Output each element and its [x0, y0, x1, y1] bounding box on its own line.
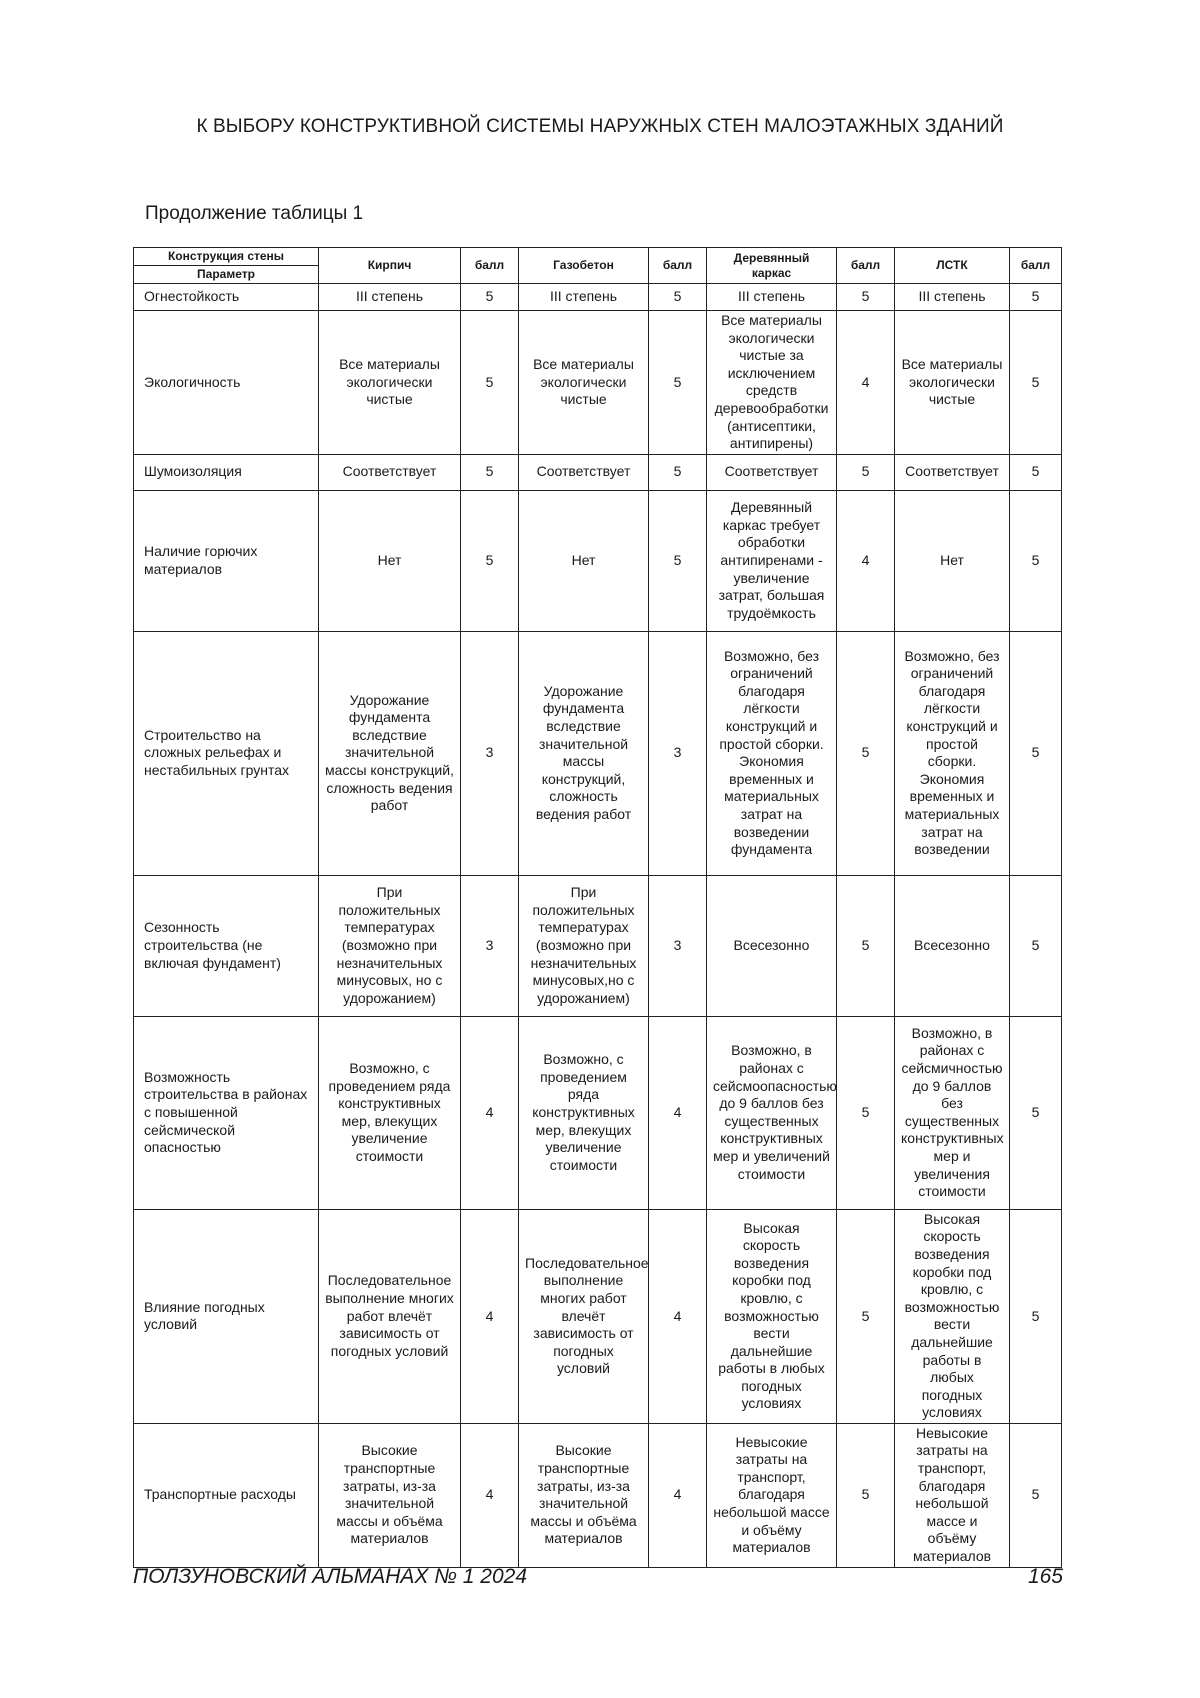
cell-aerated-concrete: Высокие транспортные затраты, из-за значительной массы и объёма материалов: [519, 1423, 649, 1567]
header-aerated-concrete: Газобетон: [519, 248, 649, 284]
score-timber-frame: 4: [837, 311, 895, 455]
cell-lstk: Возможно, без ограничений благодаря лёгкости конструкций и простой сборки. Экономия временных и материальных затрат на возведении: [895, 631, 1010, 875]
score-lstk: 5: [1010, 490, 1062, 631]
header-brick: Кирпич: [319, 248, 461, 284]
parameter-cell: Наличие горючих материалов: [134, 490, 319, 631]
score-lstk: 5: [1010, 311, 1062, 455]
table-row: [134, 284, 1062, 311]
table-body: [134, 284, 1062, 1568]
score-timber-frame: 5: [837, 454, 895, 490]
page-number: 165: [1027, 1565, 1063, 1588]
cell-brick: Высокие транспортные затраты, из-за значительной массы и объёма материалов: [319, 1423, 461, 1567]
table-row: [134, 454, 1062, 490]
cell-brick: III степень: [319, 284, 461, 311]
header-corner-cell: [134, 248, 319, 284]
table-row: [134, 1209, 1062, 1423]
parameter-cell: Возможность строительства в районах с повышенной сейсмической опасностью: [134, 1016, 319, 1209]
running-head: К ВЫБОРУ КОНСТРУКТИВНОЙ СИСТЕМЫ НАРУЖНЫХ СТЕН МАЛОЭТАЖНЫХ ЗДАНИЙ: [196, 116, 1004, 137]
table-row: [134, 1016, 1062, 1209]
journal-title: ПОЛЗУНОВСКИЙ АЛЬМАНАХ № 1 2024: [133, 1565, 528, 1588]
score-aerated-concrete: 5: [649, 284, 707, 311]
cell-lstk: Все материалы экологически чистые: [895, 311, 1010, 455]
cell-lstk: Соответствует: [895, 454, 1010, 490]
score-brick: 5: [461, 454, 519, 490]
score-aerated-concrete: 4: [649, 1209, 707, 1423]
score-lstk: 5: [1010, 631, 1062, 875]
score-lstk: 5: [1010, 1209, 1062, 1423]
score-timber-frame: 5: [837, 1209, 895, 1423]
score-timber-frame: 5: [837, 1016, 895, 1209]
header-parameter: Параметр: [197, 267, 255, 281]
score-lstk: 5: [1010, 875, 1062, 1016]
score-timber-frame: 4: [837, 490, 895, 631]
score-timber-frame: 5: [837, 631, 895, 875]
header-score: балл: [837, 248, 895, 284]
header-score: балл: [649, 248, 707, 284]
cell-lstk: Нет: [895, 490, 1010, 631]
cell-brick: При положительных температурах (возможно при незначительных минусовых, но с удорожанием): [319, 875, 461, 1016]
parameter-cell: Сезонность строительства (не включая фундамент): [134, 875, 319, 1016]
cell-brick: Возможно, с проведением ряда конструктивных мер, влекущих увеличение стоимости: [319, 1016, 461, 1209]
score-brick: 4: [461, 1209, 519, 1423]
score-brick: 3: [461, 875, 519, 1016]
parameter-cell: Огнестойкость: [134, 284, 319, 311]
cell-aerated-concrete: Возможно, с проведением ряда конструктивных мер, влекущих увеличение стоимости: [519, 1016, 649, 1209]
header-score: балл: [461, 248, 519, 284]
score-brick: 4: [461, 1016, 519, 1209]
header-lstk: ЛСТК: [895, 248, 1010, 284]
score-timber-frame: 5: [837, 284, 895, 311]
comparison-table: [133, 247, 1062, 1568]
score-aerated-concrete: 3: [649, 875, 707, 1016]
score-lstk: 5: [1010, 454, 1062, 490]
cell-brick: Удорожание фундамента вследствие значительной массы конструкций, сложность ведения работ: [319, 631, 461, 875]
parameter-cell: Шумоизоляция: [134, 454, 319, 490]
cell-aerated-concrete: Все материалы экологически чистые: [519, 311, 649, 455]
score-lstk: 5: [1010, 284, 1062, 311]
score-timber-frame: 5: [837, 1423, 895, 1567]
cell-aerated-concrete: При положительных температурах (возможно при незначительных минусовых,но с удорожанием): [519, 875, 649, 1016]
header-wall-construction: Конструкция стены: [134, 248, 318, 266]
score-brick: 5: [461, 284, 519, 311]
score-aerated-concrete: 4: [649, 1016, 707, 1209]
cell-timber-frame: Невысокие затраты на транспорт, благодаря небольшой массе и объёму материалов: [707, 1423, 837, 1567]
cell-timber-frame: Высокая скорость возведения коробки под кровлю, с возможностью вести дальнейшие работы в любых погодных условиях: [707, 1209, 837, 1423]
header-score: балл: [1010, 248, 1062, 284]
cell-timber-frame: Все материалы экологически чистые за исключением средств деревообработки (антисептики, антипирены): [707, 311, 837, 455]
table-row: [134, 875, 1062, 1016]
score-brick: 5: [461, 311, 519, 455]
parameter-cell: Строительство на сложных рельефах и нестабильных грунтах: [134, 631, 319, 875]
score-brick: 3: [461, 631, 519, 875]
cell-timber-frame: Возможно, без ограничений благодаря лёгкости конструкций и простой сборки. Экономия временных и материальных затрат на возведении фундамента: [707, 631, 837, 875]
cell-lstk: Высокая скорость возведения коробки под кровлю, с возможностью вести дальнейшие работы в любых погодных условиях: [895, 1209, 1010, 1423]
table-caption: Продолжение таблицы 1: [145, 203, 364, 224]
cell-timber-frame: III степень: [707, 284, 837, 311]
table-row: [134, 631, 1062, 875]
cell-brick: Все материалы экологически чистые: [319, 311, 461, 455]
table-header-row: [134, 248, 1062, 284]
cell-timber-frame: Возможно, в районах с сейсмоопасностью до 9 баллов без существенных конструктивных мер и увеличений стоимости: [707, 1016, 837, 1209]
cell-timber-frame: Всесезонно: [707, 875, 837, 1016]
score-aerated-concrete: 5: [649, 311, 707, 455]
cell-timber-frame: Соответствует: [707, 454, 837, 490]
cell-lstk: Возможно, в районах с сейсмичностью до 9 баллов без существенных конструктивных мер и увеличения стоимости: [895, 1016, 1010, 1209]
cell-lstk: Невысокие затраты на транспорт, благодаря небольшой массе и объёму материалов: [895, 1423, 1010, 1567]
score-timber-frame: 5: [837, 875, 895, 1016]
cell-aerated-concrete: Удорожание фундамента вследствие значительной массы конструкций, сложность ведения работ: [519, 631, 649, 875]
parameter-cell: Экологичность: [134, 311, 319, 455]
cell-timber-frame: Деревянный каркас требует обработки антипиренами - увеличение затрат, большая трудоёмкость: [707, 490, 837, 631]
table-row: [134, 1423, 1062, 1567]
score-aerated-concrete: 3: [649, 631, 707, 875]
cell-aerated-concrete: III степень: [519, 284, 649, 311]
cell-brick: Нет: [319, 490, 461, 631]
cell-aerated-concrete: Нет: [519, 490, 649, 631]
score-aerated-concrete: 5: [649, 490, 707, 631]
score-brick: 4: [461, 1423, 519, 1567]
cell-aerated-concrete: Соответствует: [519, 454, 649, 490]
score-lstk: 5: [1010, 1423, 1062, 1567]
parameter-cell: Влияние погодных условий: [134, 1209, 319, 1423]
cell-brick: Последовательное выполнение многих работ влечёт зависимость от погодных условий: [319, 1209, 461, 1423]
cell-lstk: Всесезонно: [895, 875, 1010, 1016]
score-brick: 5: [461, 490, 519, 631]
header-timber-frame: Деревянный каркас: [707, 248, 837, 284]
table-row: [134, 490, 1062, 631]
score-aerated-concrete: 4: [649, 1423, 707, 1567]
parameter-cell: Транспортные расходы: [134, 1423, 319, 1567]
cell-lstk: III степень: [895, 284, 1010, 311]
cell-brick: Соответствует: [319, 454, 461, 490]
score-lstk: 5: [1010, 1016, 1062, 1209]
cell-aerated-concrete: Последовательное выполнение многих работ влечёт зависимость от погодных условий: [519, 1209, 649, 1423]
table-row: [134, 311, 1062, 455]
score-aerated-concrete: 5: [649, 454, 707, 490]
